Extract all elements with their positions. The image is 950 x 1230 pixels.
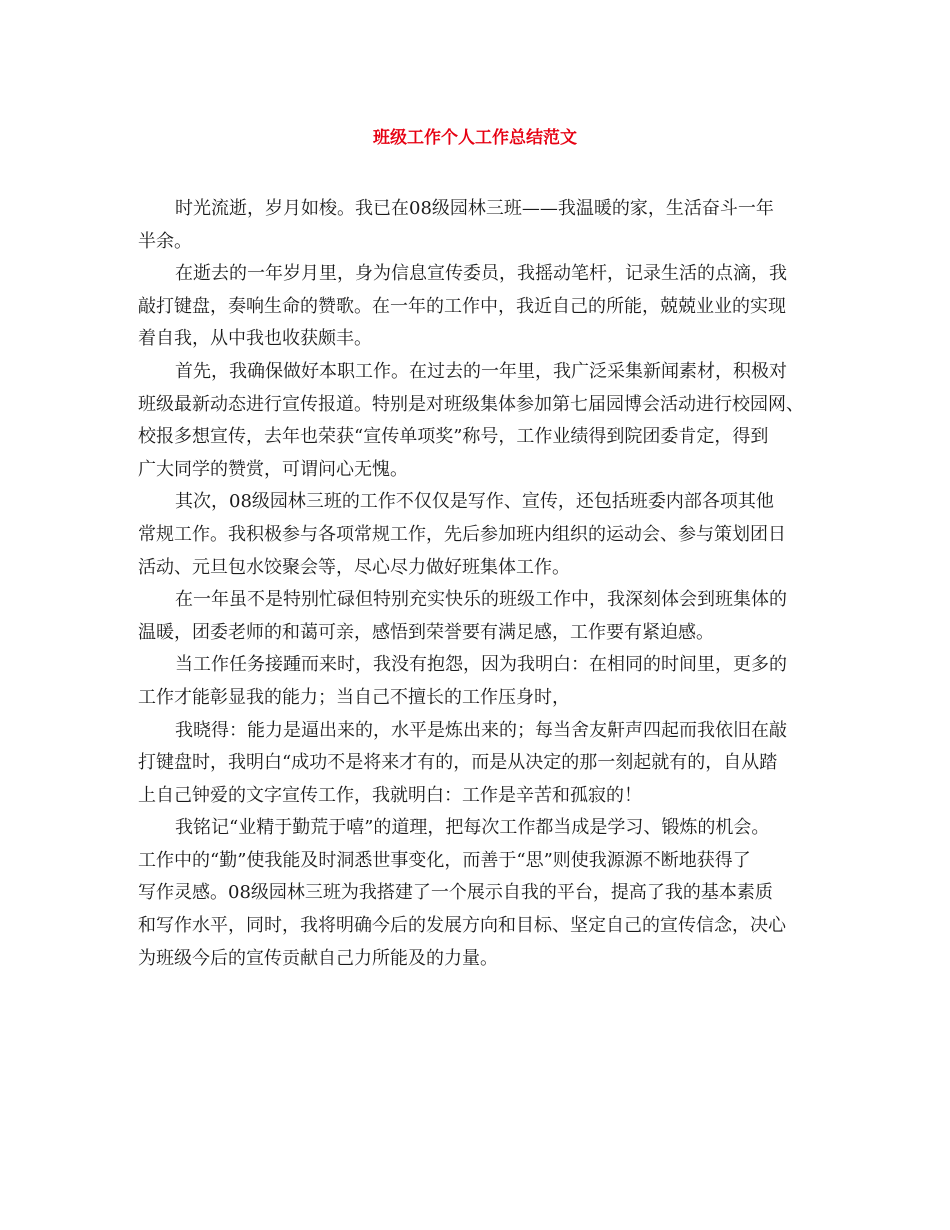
document-title: 班级工作个人工作总结范文	[373, 128, 577, 148]
document-body	[138, 193, 818, 975]
text-line: 温暖，团委老师的和蔼可亲，感悟到荣誉要有满足感，工作要有紧迫感。	[138, 621, 714, 643]
text-line: 写作灵感。08级园林三班为我搭建了一个展示自我的平台，提高了我的基本素质	[138, 882, 773, 904]
text-line: 广大同学的赞赏，可谓问心无愧。	[138, 458, 408, 480]
text-line: 着自我，从中我也收获颇丰。	[138, 328, 372, 350]
text-line: 打键盘时，我明白“成功不是将来才有的，而是从决定的那一刻起就有的，自从踏	[138, 752, 778, 774]
text-line: 首先，我确保做好本职工作。在过去的一年里，我广泛采集新闻素材，积极对	[175, 360, 787, 382]
text-line: 我铭记“业精于勤荒于嘻”的道理，把每次工作都当成是学习、锻炼的机会。	[175, 817, 770, 839]
text-line: 在逝去的一年岁月里，身为信息宣传委员，我摇动笔杆，记录生活的点滴，我	[175, 263, 787, 285]
text-line: 时光流逝，岁月如梭。我已在08级园林三班——我温暖的家，生活奋斗一年	[175, 198, 774, 219]
text-line: 为班级今后的宣传贡献自己力所能及的力量。	[138, 947, 498, 969]
text-line: 校报多想宣传，去年也荣获“宣传单项奖”称号，工作业绩得到院团委肯定，得到	[138, 426, 769, 448]
text-line: 工作中的“勤”使我能及时洞悉世事变化，而善于“思”则使我源源不断地获得了	[138, 849, 751, 871]
text-line: 班级最新动态进行宣传报道。特别是对班级集体参加第七届园博会活动进行校园网、	[138, 393, 804, 415]
text-line: 敲打键盘，奏响生命的赞歌。在一年的工作中，我近自己的所能，兢兢业业的实现	[138, 295, 786, 317]
text-line: 上自己钟爱的文字宣传工作，我就明白：工作是辛苦和孤寂的！	[138, 784, 642, 806]
text-line: 活动、元旦包水饺聚会等，尽心尽力做好班集体工作。	[138, 556, 570, 578]
text-line: 常规工作。我积极参与各项常规工作，先后参加班内组织的运动会、参与策划团日	[138, 523, 786, 545]
text-line: 其次，08级园林三班的工作不仅仅是写作、宣传，还包括班委内部各项其他	[175, 491, 774, 513]
text-line: 我晓得：能力是逼出来的，水平是炼出来的；每当舍友鼾声四起而我依旧在敲	[175, 719, 787, 741]
text-line: 和写作水平，同时，我将明确今后的发展方向和目标、坚定自己的宣传信念，决心	[138, 915, 786, 937]
text-line: 当工作任务接踵而来时，我没有抱怨，因为我明白：在相同的时间里，更多的	[175, 654, 787, 676]
text-line: 半余。	[138, 230, 192, 252]
text-line: 在一年虽不是特别忙碌但特别充实快乐的班级工作中，我深刻体会到班集体的	[175, 589, 787, 611]
text-line: 工作才能彰显我的能力；当自己不擅长的工作压身时，	[138, 686, 570, 708]
